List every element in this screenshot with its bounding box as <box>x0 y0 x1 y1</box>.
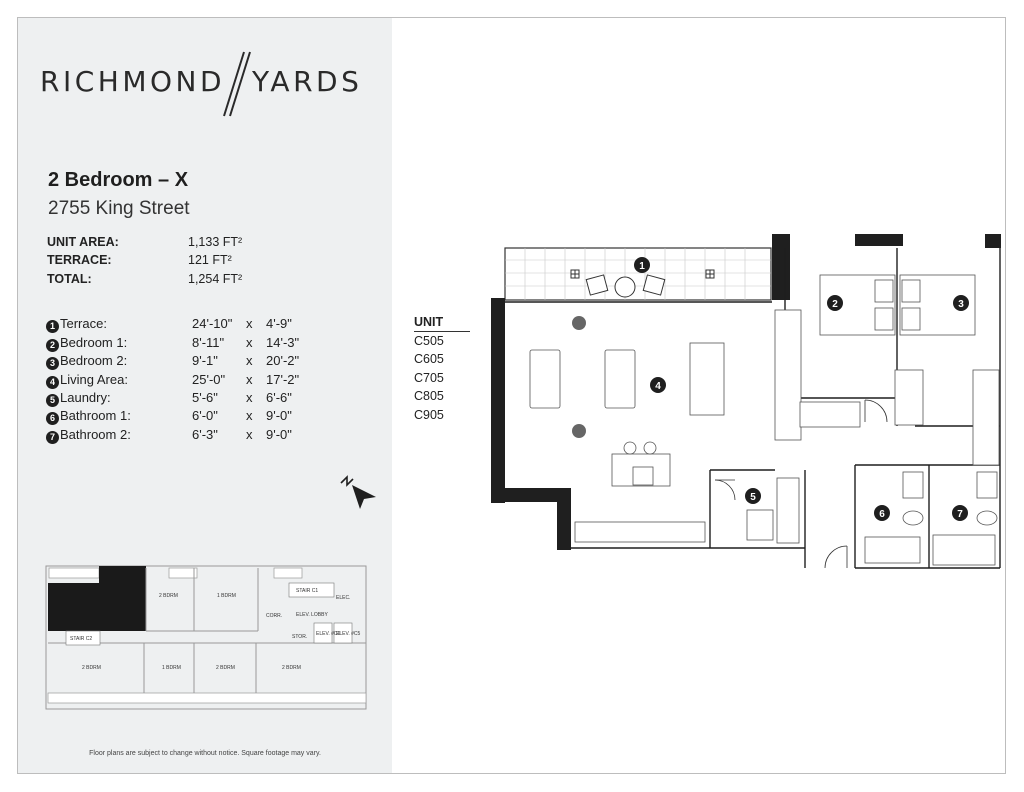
room-dimension-row <box>46 408 346 424</box>
svg-text:6: 6 <box>879 509 885 520</box>
area-label: TERRACE: <box>47 253 112 267</box>
unit-list-item: C905 <box>414 408 444 422</box>
unit-list-item: C705 <box>414 371 444 385</box>
unit-list-item: C605 <box>414 352 444 366</box>
highlighted-unit <box>48 583 146 631</box>
room-length: 9'-0" <box>266 408 292 423</box>
keyplan-label: ELEV. LOBBY <box>296 612 328 618</box>
room-times: x <box>246 408 253 423</box>
room-name: Bathroom 2: <box>60 427 131 442</box>
room-number-badge: 3 <box>46 357 59 370</box>
svg-text:2: 2 <box>832 299 838 310</box>
keyplan <box>44 565 370 711</box>
room-width: 5'-6" <box>192 390 218 405</box>
keyplan-label: 2 BDRM <box>159 593 178 599</box>
room-name: Bathroom 1: <box>60 408 131 423</box>
unit-list-underline <box>414 331 470 332</box>
keyplan-label: ELEV. #C5 <box>336 631 361 637</box>
room-dimension-row <box>46 316 346 332</box>
area-label: UNIT AREA: <box>47 235 119 249</box>
room-length: 20'-2" <box>266 353 300 368</box>
keyplan-label: STAIR C2 <box>70 636 93 642</box>
room-width: 6'-3" <box>192 427 218 442</box>
area-value: 1,254 FT² <box>188 272 243 286</box>
room-width: 25'-0" <box>192 372 226 387</box>
brand-logo <box>40 50 380 120</box>
keyplan-label: STOR. <box>292 634 308 640</box>
room-name: Living Area: <box>60 372 128 387</box>
keyplan-label: ELEC. <box>336 595 351 601</box>
room-dimension-row <box>46 353 346 369</box>
room-width: 8'-11" <box>192 335 225 350</box>
room-name: Laundry: <box>60 390 111 405</box>
room-length: 14'-3" <box>266 335 300 350</box>
terrace <box>505 248 771 300</box>
room-length: 6'-6" <box>266 390 292 405</box>
keyplan-label: 2 BDRM <box>82 665 101 671</box>
brand-name-left: RICHMOND <box>40 65 226 98</box>
svg-text:4: 4 <box>655 381 661 392</box>
keyplan-label: CORR. <box>266 613 283 619</box>
unit-list-item: C805 <box>414 389 444 403</box>
room-times: x <box>246 335 253 350</box>
area-label: TOTAL: <box>47 272 92 286</box>
room-length: 4'-9" <box>266 316 292 331</box>
brand-name-right: YARDS <box>252 65 363 98</box>
unit-address: 2755 King Street <box>48 198 190 219</box>
room-width: 6'-0" <box>192 408 218 423</box>
room-times: x <box>246 372 253 387</box>
room-number-badge: 5 <box>46 394 59 407</box>
keyplan-label: 1 BDRM <box>162 665 181 671</box>
room-number-badge: 7 <box>46 431 59 444</box>
keyplan-label: 2 BDRM <box>216 665 235 671</box>
floor-plan <box>485 230 1005 575</box>
room-times: x <box>246 353 253 368</box>
unit-list-item: C505 <box>414 334 444 348</box>
room-times: x <box>246 316 253 331</box>
room-dimension-row <box>46 390 346 406</box>
double-slash-icon <box>222 50 252 118</box>
disclaimer: Floor plans are subject to change without notice. Square footage may vary. <box>89 750 321 757</box>
svg-text:5: 5 <box>750 492 756 503</box>
room-number-badge: 1 <box>46 320 59 333</box>
room-times: x <box>246 427 253 442</box>
room-number-badge: 6 <box>46 412 59 425</box>
room-number-badge: 4 <box>46 376 59 389</box>
svg-text:7: 7 <box>957 509 963 520</box>
room-length: 9'-0" <box>266 427 292 442</box>
room-name: Terrace: <box>60 316 107 331</box>
north-arrow-icon <box>338 473 380 513</box>
room-length: 17'-2" <box>266 372 300 387</box>
keyplan-label: ELEV. #C6 <box>316 631 341 637</box>
unit-list-heading: UNIT <box>414 315 444 329</box>
room-dimension-row <box>46 427 346 443</box>
keyplan-label: 1 BDRM <box>217 593 236 599</box>
area-value: 1,133 FT² <box>188 235 243 249</box>
room-width: 9'-1" <box>192 353 218 368</box>
room-dimension-row <box>46 335 346 351</box>
keyplan-label: 2 BDRM <box>282 665 301 671</box>
keyplan-label: STAIR C1 <box>296 588 319 594</box>
svg-text:1: 1 <box>639 261 645 272</box>
area-value: 121 FT² <box>188 253 232 267</box>
unit-title: 2 Bedroom – X <box>48 169 189 191</box>
room-times: x <box>246 390 253 405</box>
room-dimension-row <box>46 372 346 388</box>
svg-text:3: 3 <box>958 299 964 310</box>
room-name: Bedroom 1: <box>60 335 128 350</box>
room-width: 24'-10" <box>192 316 233 331</box>
room-name: Bedroom 2: <box>60 353 128 368</box>
room-number-badge: 2 <box>46 339 59 352</box>
